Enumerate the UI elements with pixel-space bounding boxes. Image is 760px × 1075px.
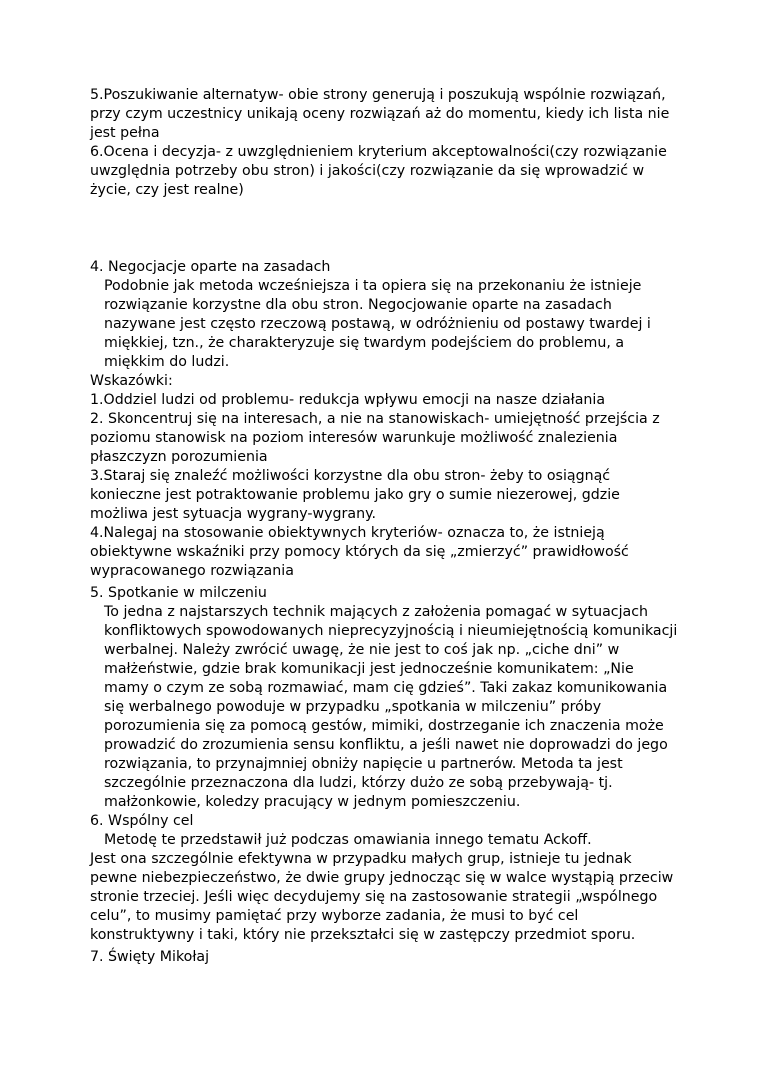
document-body <box>90 86 680 967</box>
paragraph-step-5: 5.Poszukiwanie alternatyw- obie strony generują i poszukują wspólnie rozwiązań, przy czym uczestnicy unikają oceny rozwiązań aż do momentu, kiedy ich lista nie jest pełna <box>90 87 670 141</box>
paragraph-principled-negotiation: Podobnie jak metoda wcześniejsza i ta opiera się na przekonaniu że istnieje rozwiązanie korzystne dla obu stron. Negocjowanie oparte na zasadach nazywane jest często rzeczową postawą, w odróżnieniu od postawy twardej i miękkiej, tzn., że charakteryzuje się twardym podejściem do problemu, a miękkim do ludzi. <box>104 278 651 370</box>
section-heading-4: 4. Negocjacje oparte na zasadach <box>90 259 331 275</box>
hint-3: 3.Staraj się znaleźć możliwości korzystne dla obu stron- żeby to osiągnąć konieczne jest potraktowanie problemu jako gry o sumie niezerowej, gdzie możliwa jest sytuacja wygrany-wygrany. <box>90 468 620 522</box>
hint-2: 2. Skoncentruj się na interesach, a nie na stanowiskach- umiejętność przejścia z poziomu stanowisk na poziom interesów warunkuje możliwość znalezienia płaszczyzn porozumienia <box>90 411 660 465</box>
paragraph-hints-label: Wskazówki: <box>90 373 173 389</box>
paragraph-common-goal-intro: Metodę te przedstawił już podczas omawiania innego tematu Ackoff. <box>104 832 592 848</box>
section-heading-6: 6. Wspólny cel <box>90 813 194 829</box>
hint-4: 4.Nalegaj na stosowanie obiektywnych kryteriów- oznacza to, że istnieją obiektywne wskaźniki przy pomocy których da się „zmierzyć” prawidłowość wypracowanego rozwiązania <box>90 525 629 579</box>
section-heading-5: 5. Spotkanie w milczeniu <box>90 585 267 601</box>
paragraph-step-6: 6.Ocena i decyzja- z uwzględnieniem kryterium akceptowalności(czy rozwiązanie uwzględnia potrzeby obu stron) i jakości(czy rozwiązanie da się wprowadzić w życie, czy jest realne) <box>90 144 667 198</box>
spacer <box>90 200 680 258</box>
paragraph-common-goal: Jest ona szczególnie efektywna w przypadku małych grup, istnieje tu jednak pewne niebezpieczeństwo, że dwie grupy jednocząc się w walce wystąpią przeciw stronie trzeciej. Jeśli więc decydujemy się na zastosowanie strategii „wspólnego celu”, to musimy pamiętać przy wyborze zadania, że musi to być cel konstruktywny i taki, który nie przekształci się w zastępczy przedmiot sporu. <box>90 851 674 943</box>
section-heading-7: 7. Święty Mikołaj <box>90 949 210 965</box>
paragraph-silent-meeting: To jedna z najstarszych technik mających z założenia pomagać w sytuacjach konfliktowych spowodowanych nieprecyzyjnością i nieumiejętnością komunikacji werbalnej. Należy zwrócić uwagę, że nie jest to coś jak np. „ciche dni” w małżeństwie, gdzie brak komunikacji jest jednocześnie komunikatem: „Nie mamy o czym ze sobą rozmawiać, mam cię gdzieś”. Taki zakaz komunikowania się werbalnego powoduje w przypadku „spotkania w milczeniu” próby porozumienia się za pomocą gestów, mimiki, dostrzeganie ich znaczenia może prowadzić do zrozumienia sensu konfliktu, a jeśli nawet nie doprowadzi do jego rozwiązania, to przynajmniej obniży napięcie u partnerów. Metoda ta jest szczególnie przeznaczona dla ludzi, którzy dużo ze sobą przebywają- tj. małżonkowie, koledzy pracujący w jednym pomieszczeniu. <box>104 604 678 810</box>
hint-1: 1.Oddziel ludzi od problemu- redukcja wpływu emocji na nasze działania <box>90 392 606 408</box>
